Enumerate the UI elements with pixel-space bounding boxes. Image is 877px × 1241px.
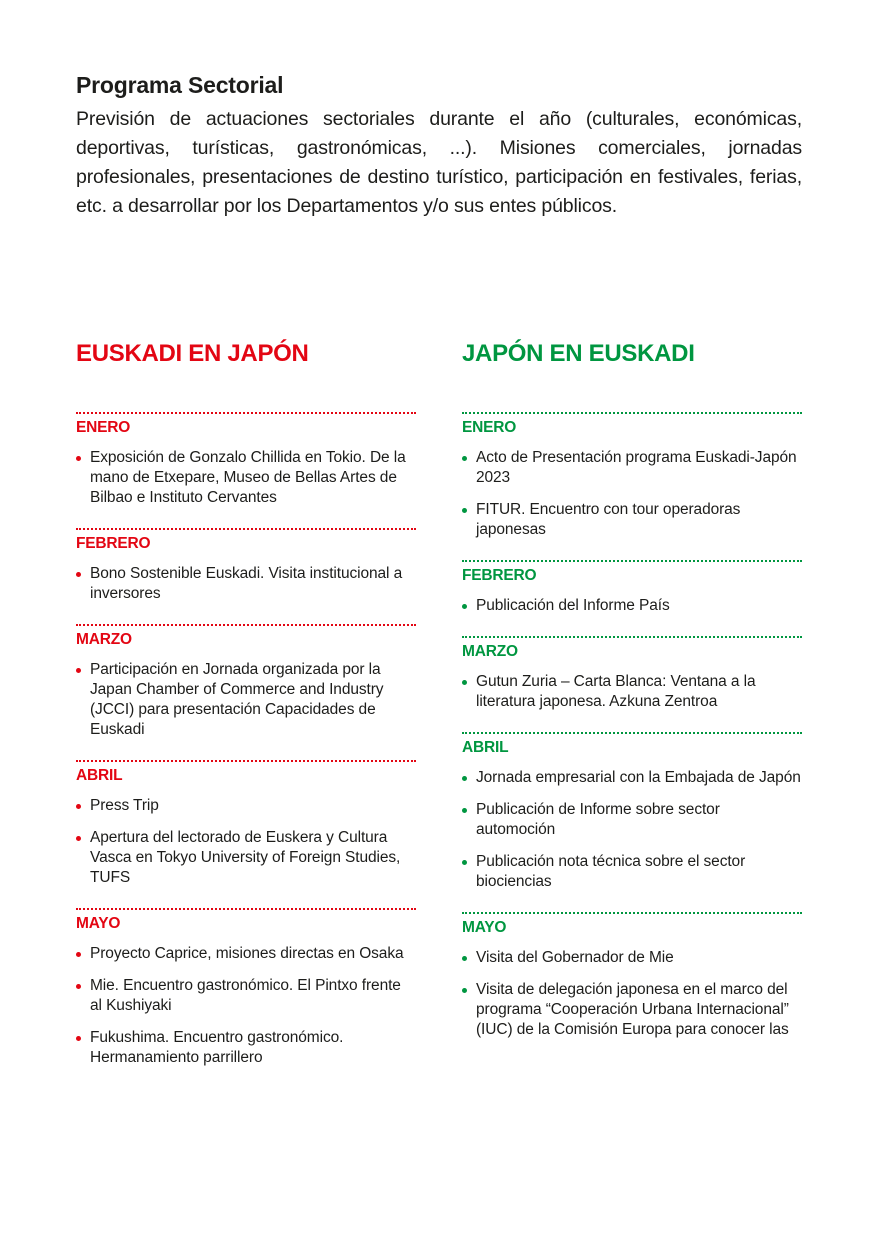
- event-text: Fukushima. Encuentro gastronómico. Hermanamiento parrillero: [90, 1029, 344, 1066]
- month-section-marzo: [76, 624, 416, 740]
- event-list: [462, 672, 802, 712]
- bullet-icon: [462, 956, 467, 961]
- list-item: [462, 672, 802, 712]
- month-heading: FEBRERO: [76, 535, 151, 552]
- bullet-icon: [462, 776, 467, 781]
- month-heading: ABRIL: [76, 767, 123, 784]
- bullet-icon: [462, 604, 467, 609]
- bullet-icon: [462, 988, 467, 993]
- list-item: [76, 944, 416, 964]
- list-item: [462, 852, 802, 892]
- event-text: Publicación nota técnica sobre el sector biociencias: [476, 853, 746, 890]
- bullet-icon: [462, 456, 467, 461]
- month-list: [462, 412, 802, 1040]
- intro-paragraph: Previsión de actuaciones sectoriales durante el año (culturales, económicas, deportivas, turísticas, gastronómicas, ...). Misiones comerciales, jornadas profesionales, presentaciones de destino turístico, participación en festivales, ferias, etc. a desarrollar por los Departamentos y/o sus entes públicos.: [76, 108, 802, 217]
- month-section-marzo: [462, 636, 802, 712]
- column-title: JAPÓN EN EUSKADI: [462, 340, 695, 367]
- list-item: [76, 564, 416, 604]
- event-list: [76, 944, 416, 1068]
- event-list: [462, 768, 802, 892]
- event-text: FITUR. Encuentro con tour operadoras japonesas: [476, 501, 741, 538]
- list-item: [462, 500, 802, 540]
- column-euskadi-en-japon: [76, 338, 416, 1088]
- event-text: Proyecto Caprice, misiones directas en Osaka: [90, 945, 404, 962]
- column-title: EUSKADI EN JAPÓN: [76, 340, 309, 367]
- month-heading: FEBRERO: [462, 567, 537, 584]
- list-item: [462, 596, 802, 616]
- event-text: Participación en Jornada organizada por la Japan Chamber of Commerce and Industry (JCCI) para presentación Capacidades de Euskadi: [90, 661, 384, 738]
- list-item: [462, 768, 802, 788]
- month-section-abril: [462, 732, 802, 892]
- intro-section: [76, 72, 802, 221]
- month-heading: MAYO: [76, 915, 121, 932]
- event-text: Publicación de Informe sobre sector automoción: [476, 801, 720, 838]
- month-section-abril: [76, 760, 416, 888]
- bullet-icon: [76, 1036, 81, 1041]
- list-item: [462, 448, 802, 488]
- month-section-enero: [462, 412, 802, 540]
- event-text: Mie. Encuentro gastronómico. El Pintxo frente al Kushiyaki: [90, 977, 401, 1014]
- event-text: Visita de delegación japonesa en el marco del programa “Cooperación Urbana Internacional” (IUC) de la Comisión Europa para conocer las: [476, 981, 789, 1038]
- list-item: [76, 1028, 416, 1068]
- bullet-icon: [76, 572, 81, 577]
- bullet-icon: [76, 984, 81, 989]
- event-text: Gutun Zuria – Carta Blanca: Ventana a la literatura japonesa. Azkuna Zentroa: [476, 673, 756, 710]
- list-item: [462, 948, 802, 968]
- event-text: Visita del Gobernador de Mie: [476, 949, 674, 966]
- event-list: [462, 448, 802, 540]
- list-item: [462, 800, 802, 840]
- event-list: [76, 448, 416, 508]
- list-item: [76, 828, 416, 888]
- month-section-febrero: [462, 560, 802, 616]
- month-heading: ENERO: [76, 419, 131, 436]
- bullet-icon: [76, 836, 81, 841]
- event-text: Apertura del lectorado de Euskera y Cultura Vasca en Tokyo University of Foreign Studies, TUFS: [90, 829, 401, 886]
- month-heading: MARZO: [462, 643, 518, 660]
- event-text: Press Trip: [90, 797, 159, 814]
- event-list: [76, 564, 416, 604]
- event-text: Exposición de Gonzalo Chillida en Tokio. De la mano de Etxepare, Museo de Bellas Artes de Bilbao e Instituto Cervantes: [90, 449, 406, 506]
- bullet-icon: [462, 508, 467, 513]
- bullet-icon: [76, 668, 81, 673]
- column-japon-en-euskadi: [462, 338, 802, 1060]
- month-heading: MAYO: [462, 919, 507, 936]
- bullet-icon: [462, 860, 467, 865]
- bullet-icon: [76, 804, 81, 809]
- page-title: Programa Sectorial: [76, 72, 284, 98]
- bullet-icon: [76, 456, 81, 461]
- list-item: [76, 976, 416, 1016]
- month-heading: ABRIL: [462, 739, 509, 756]
- event-list: [76, 796, 416, 888]
- month-section-mayo: [76, 908, 416, 1068]
- month-list: [76, 412, 416, 1068]
- month-section-febrero: [76, 528, 416, 604]
- month-section-mayo: [462, 912, 802, 1040]
- event-list: [462, 596, 802, 616]
- event-text: Jornada empresarial con la Embajada de Japón: [476, 769, 801, 786]
- event-list: [76, 660, 416, 740]
- month-heading: MARZO: [76, 631, 132, 648]
- month-heading: ENERO: [462, 419, 517, 436]
- event-text: Acto de Presentación programa Euskadi-Japón 2023: [476, 449, 797, 486]
- event-text: Bono Sostenible Euskadi. Visita institucional a inversores: [90, 565, 403, 602]
- bullet-icon: [462, 680, 467, 685]
- event-list: [462, 948, 802, 1040]
- event-text: Publicación del Informe País: [476, 597, 670, 614]
- bullet-icon: [462, 808, 467, 813]
- list-item: [76, 448, 416, 508]
- month-section-enero: [76, 412, 416, 508]
- bullet-icon: [76, 952, 81, 957]
- list-item: [76, 796, 416, 816]
- list-item: [462, 980, 802, 1040]
- list-item: [76, 660, 416, 740]
